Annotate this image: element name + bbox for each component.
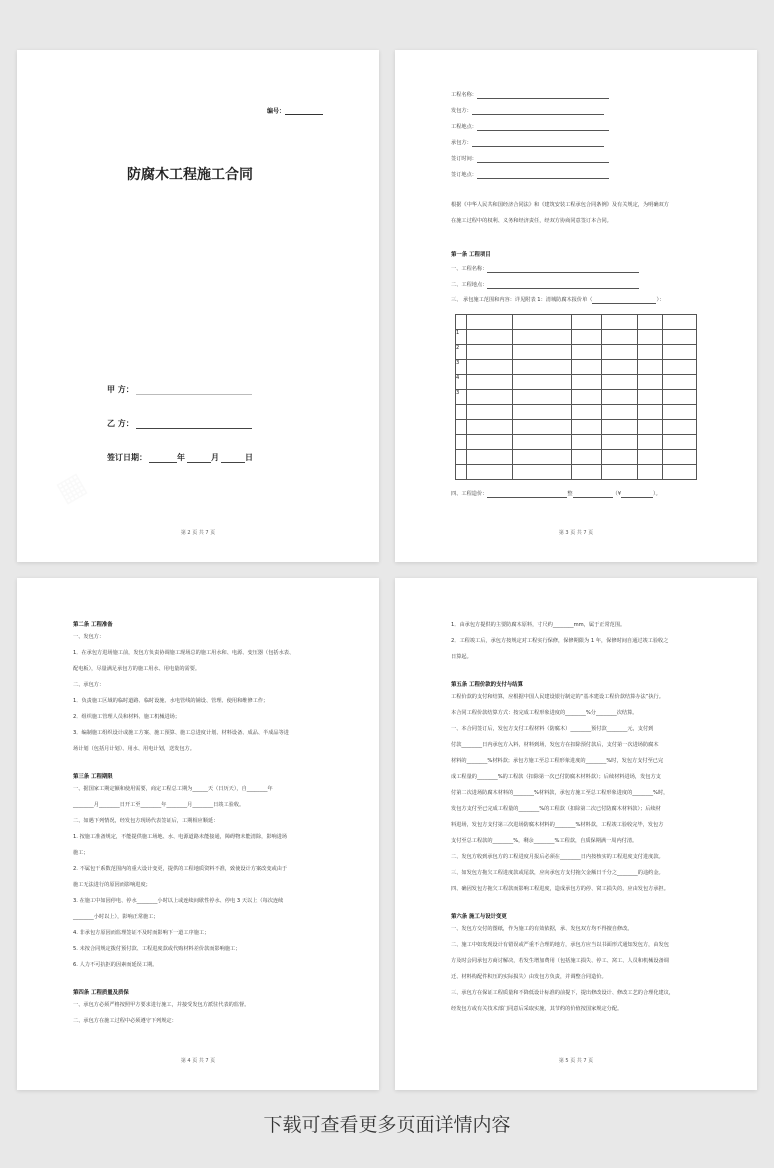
table-cell — [602, 465, 638, 480]
table-cell — [638, 465, 662, 480]
table-cell — [466, 420, 512, 435]
table-cell — [602, 390, 638, 405]
clause-line: 一、本合同签订后，发包方支付工程材料（防腐木）________预付款________元，支付到 — [451, 726, 654, 732]
table-row — [456, 390, 697, 405]
clause-line: 2. 不属包干系数范围内的重大设计变更，提供的工程地质资料不准，致使设计方案改变或由于 — [73, 866, 288, 872]
table-row — [456, 345, 697, 360]
header-field — [451, 124, 609, 131]
table-cell — [572, 360, 602, 375]
quotation-table — [455, 314, 697, 480]
clause-line: 3. 在施工中如因停电、停水________小时以上或连续间歇性停水、停电 3 天以上（每次连续 — [73, 898, 284, 904]
project-name-label: 一、工程名称： — [451, 266, 488, 272]
table-row — [456, 375, 697, 390]
clause-line: 工程价款的支付和结算，应根据中国人民建设银行制定的“基本建设工程价款结算办法”执行。 — [451, 694, 664, 700]
price-yuan-label: （¥ — [612, 491, 622, 497]
table-cell — [662, 330, 696, 345]
table-cell — [662, 435, 696, 450]
project-location-label: 二、工程地点： — [451, 282, 488, 288]
header-field-blank — [477, 156, 609, 163]
party-b-field — [107, 418, 252, 429]
header-field-label: 签订地点： — [451, 172, 477, 178]
clause-line: 一、据国家工期定额和使用需要，商定工程总工期为______天（日历天），自________年 — [73, 786, 273, 792]
table-cell — [466, 375, 512, 390]
table-cell — [602, 375, 638, 390]
header-field — [451, 140, 604, 147]
clause-line: 材料的________%材料款；承包方施工至总工程形象进度的________%时，发包方支付至已完 — [451, 758, 664, 764]
table-cell — [662, 465, 696, 480]
project-location-blank — [487, 282, 639, 289]
header-field-blank — [477, 92, 609, 99]
clause-line: 方及时会同承包方商讨解决，若发生增加费用（包括施工损失、停工、窝工、人员和机械设备调 — [451, 958, 669, 964]
header-field — [451, 172, 609, 179]
clause-line: 一、发包方交付的图纸，作为施工的有效依据，承、发包双方均不得擅自修改。 — [451, 926, 633, 932]
serial-label: 编号： — [266, 108, 285, 115]
table-cell — [466, 345, 512, 360]
table-cell — [602, 360, 638, 375]
table-cell — [602, 405, 638, 420]
table-row — [456, 405, 697, 420]
clause-line: 支付至总工程款的________%，剩余________%工程款，自质保期满一周内付清。 — [451, 838, 638, 844]
table-cell — [456, 420, 467, 435]
table-cell — [662, 375, 696, 390]
clause-line: 场计划（包括月计划）、用水、用电计划，送发包方。 — [73, 746, 195, 752]
table-cell — [572, 405, 602, 420]
party-a-label: 甲 方： — [107, 385, 134, 394]
page-number: 第 2 页 共 7 页 — [180, 530, 216, 536]
page-number: 第 3 页 共 7 页 — [558, 530, 594, 536]
day-label: 日 — [245, 453, 253, 462]
clause-line: 发包方支付至已完成工程量的________%的工程款（扣除第二次已付防腐木材料款）；后续材 — [451, 806, 661, 812]
header-field-label: 发包方： — [451, 108, 472, 114]
table-cell — [512, 465, 571, 480]
table-cell — [512, 360, 571, 375]
table-cell — [512, 405, 571, 420]
clause-line: 经发包方或有关技术部门同意后采取实施，其节约的价值按国家规定分配。 — [451, 1006, 623, 1012]
table-cell — [466, 330, 512, 345]
day-blank — [221, 453, 245, 463]
party-b-blank — [136, 419, 252, 429]
watermark — [50, 465, 92, 509]
clause-line: 三、承包方在保证工程质量和不降低设计标准的前提下，提出修改设计、修改工艺的合理化建议， — [451, 990, 675, 996]
project-name-field — [451, 266, 639, 273]
clause-line: 迁、材料构配件积压的实际损失）由发包方负责，并调整合同造价。 — [451, 974, 607, 980]
article-heading: 第三条 工程期限 — [73, 774, 113, 780]
table-cell — [512, 390, 571, 405]
table-cell — [638, 315, 662, 330]
serial-blank — [285, 107, 323, 115]
table-cell — [662, 390, 696, 405]
table-cell — [466, 435, 512, 450]
table-cell — [456, 405, 467, 420]
table-cell — [572, 315, 602, 330]
table-cell — [466, 465, 512, 480]
table-cell — [572, 450, 602, 465]
table-cell — [572, 435, 602, 450]
table-cell — [602, 450, 638, 465]
sign-date-label: 签订日期： — [107, 453, 147, 462]
clause-line: ________小时以上），影响正常施工； — [73, 914, 159, 920]
header-field-blank — [472, 108, 604, 115]
table-cell — [638, 405, 662, 420]
month-label: 月 — [211, 453, 219, 462]
article-heading: 第六条 施工与设计变更 — [451, 914, 507, 920]
table-row — [456, 360, 697, 375]
table-cell — [512, 420, 571, 435]
contract-page-2 — [395, 50, 757, 562]
sign-date-field — [107, 452, 253, 463]
table-cell — [512, 435, 571, 450]
clause-line: 二、如遇下列情况，经发包方现场代表签证后，工期相应顺延： — [73, 818, 219, 824]
intro-line-2: 在施工过程中的权利、义务和经济责任，经双方协商同意签订本合同。 — [451, 218, 612, 224]
table-cell — [638, 360, 662, 375]
table-cell — [456, 465, 467, 480]
header-field — [451, 108, 604, 115]
contract-title: 防腐木工程施工合同 — [127, 167, 253, 183]
clause-line: 配电板），尽量满足承包方的施工用水、用电量的需要。 — [73, 666, 201, 672]
header-field-label: 承包方： — [451, 140, 472, 146]
table-cell: 3 — [456, 390, 467, 405]
table-cell — [466, 405, 512, 420]
clause-line: 3．编制施工组织设计或施工方案、施工预算、施工总进度计划、材料设备、成品、半成品等进 — [73, 730, 289, 736]
year-label: 年 — [177, 453, 185, 462]
month-blank — [187, 453, 211, 463]
clause-line: 1．负责施工区域的临时道路、临时设施、水电管线的铺设、管理、使用和维修工作； — [73, 698, 269, 704]
download-caption: 下载可查看更多页面详情内容 — [263, 1114, 511, 1136]
table-cell — [662, 405, 696, 420]
clause-line: 四、确因发包方拖欠工程款而影响工程进度，造成承包方的停、窝工损失的，应由发包方承担。 — [451, 886, 669, 892]
contract-cover-page — [17, 50, 379, 562]
table-row — [456, 330, 697, 345]
price-whole-label: 整 — [567, 491, 573, 497]
table-cell: 1 — [456, 330, 467, 345]
table-cell — [638, 330, 662, 345]
scope-field — [451, 297, 664, 304]
table-cell — [572, 345, 602, 360]
clause-line: 1．由承包方提供的主要防腐木原料，寸尺约________mm，属于正常范围。 — [451, 622, 626, 628]
table-cell: 4 — [456, 375, 467, 390]
project-name-blank — [487, 266, 639, 273]
header-field-blank — [477, 172, 609, 179]
project-location-field — [451, 282, 639, 289]
clause-line: 成工程量的________%的工程款（扣除第一次已付防腐木材料款）；后续材料进场，发包方支 — [451, 774, 661, 780]
table-cell — [466, 360, 512, 375]
clause-line: ________月________日开工至________年________月________日竣工验收。 — [73, 802, 245, 808]
clause-line: 付款________日内承包方入料，材料到场，发包方在扣除预付款后，支付第一次进场防腐木 — [451, 742, 659, 748]
contract-page-4 — [17, 578, 379, 1090]
year-blank — [149, 453, 177, 463]
clause-line: 一、发包方： — [73, 634, 105, 640]
clause-line: 1. 按施工准备规定，不能提供施工场地、水、电源道路未能接通，障碍物未能清除，影响进场 — [73, 834, 288, 840]
clause-line: 二、发包方收到承包方的工程进度月报后必须在________日内按核实的工程进度支付进度款。 — [451, 854, 664, 860]
table-cell — [456, 315, 467, 330]
price-close: ）。 — [653, 491, 661, 497]
header-field-label: 工程名称： — [451, 92, 477, 98]
party-b-label: 乙 方： — [107, 419, 134, 428]
table-cell — [572, 465, 602, 480]
party-a-field — [107, 384, 252, 395]
table-row — [456, 450, 697, 465]
clause-line: 三、如发包方拖欠工程进度款或尾款，应向承包方支付拖欠金额日千分之________的违约金。 — [451, 870, 664, 876]
table-cell — [662, 420, 696, 435]
scope-end: ）： — [656, 297, 665, 303]
clause-line: 施工无法进行的原因而影响进度； — [73, 882, 151, 888]
contract-price-label: 四、工程造价： — [451, 491, 488, 497]
header-field — [451, 92, 609, 99]
table-cell — [638, 435, 662, 450]
table-cell: 3 — [456, 360, 467, 375]
header-field-blank — [472, 140, 604, 147]
table-cell — [466, 450, 512, 465]
table-cell — [662, 315, 696, 330]
price-words-blank — [487, 491, 567, 498]
clause-line: 二、施工中如发现设计有错误或严重不合理的地方，承包方应当以书面形式通知发包方，由发包 — [451, 942, 669, 948]
table-cell — [602, 435, 638, 450]
table-cell — [638, 420, 662, 435]
clause-line: 料进场，发包方支付第三次进场防腐木材料的________%材料款，工程竣工验收完毕，发包方 — [451, 822, 664, 828]
table-cell — [512, 330, 571, 345]
table-cell — [512, 345, 571, 360]
table-row — [456, 315, 697, 330]
table-cell — [602, 315, 638, 330]
scope-label: 三、 承包施工范围和内容：详见附表 1：清城防腐木报价单（ — [451, 297, 593, 303]
article-1-heading: 第一条 工程项目 — [451, 252, 491, 258]
table-cell — [572, 375, 602, 390]
table-cell — [572, 390, 602, 405]
header-field-blank — [477, 124, 609, 131]
party-a-blank — [136, 385, 252, 395]
article-heading: 第二条 工程准备 — [73, 622, 113, 628]
clause-line: 2．工程竣工后，承包方按规定对工程实行保修，保修期限为 1 年，保修时间自通过竣工验收之 — [451, 638, 669, 644]
clause-line: 2．组织施工管理人员和材料、施工机械进场； — [73, 714, 181, 720]
price-blank — [573, 491, 613, 498]
clause-line: 5. 未按合同规定拨付预付款、工程进度款或代购材料差价款而影响施工； — [73, 946, 241, 952]
intro-line-1: 根据《中华人民共和国经济合同法》和《建筑安装工程承包合同条例》及有关规定，为明确双方 — [451, 202, 669, 208]
price-number-blank — [621, 491, 653, 498]
clause-line: 1．在承包方进场施工前，发包方负责协调施工现场总的施工用水和、电源、变压器（包括水表、 — [73, 650, 295, 656]
table-cell — [456, 450, 467, 465]
clause-line: 施工； — [73, 850, 89, 856]
table-cell — [662, 450, 696, 465]
contract-price-field — [451, 491, 661, 498]
serial-number-field — [267, 106, 323, 115]
header-field-label: 签订时间： — [451, 156, 477, 162]
table-cell — [572, 330, 602, 345]
clause-line: 6. 人力不可抗拒的因素而延误工期。 — [73, 962, 158, 968]
table-cell — [602, 420, 638, 435]
table-cell — [466, 315, 512, 330]
clause-line: 付第二次进场防腐木材料的________%材料款，承包方施工至总工程形象进度的________%时， — [451, 790, 669, 796]
table-cell — [638, 345, 662, 360]
table-cell — [602, 345, 638, 360]
article-heading: 第五条 工程价款的支付与结算 — [451, 682, 523, 688]
page-number: 第 4 页 共 7 页 — [180, 1058, 216, 1064]
table-cell — [512, 315, 571, 330]
table-cell — [638, 450, 662, 465]
table-cell — [572, 420, 602, 435]
clause-line: 本合同工程价款结算方式：按完成工程形象进度的________%分________次结算。 — [451, 710, 638, 716]
table-cell — [602, 330, 638, 345]
table-cell — [638, 390, 662, 405]
header-field — [451, 156, 609, 163]
table-row — [456, 465, 697, 480]
table-row — [456, 435, 697, 450]
clause-line: 二、承包方： — [73, 682, 105, 688]
table-cell — [638, 375, 662, 390]
clause-line: 二、承包方在施工过程中必须遵守下列规定： — [73, 1018, 177, 1024]
clause-line: 一、承包方必须严格按照甲方要求进行施工，并接受发包方派驻代表的监督。 — [73, 1002, 250, 1008]
table-row — [456, 420, 697, 435]
table-cell — [466, 390, 512, 405]
header-field-label: 工程地点： — [451, 124, 477, 130]
article-heading: 第四条 工程质量及质保 — [73, 990, 129, 996]
scope-blank — [592, 297, 656, 304]
page-number: 第 5 页 共 7 页 — [558, 1058, 594, 1064]
table-cell — [512, 450, 571, 465]
table-cell — [456, 435, 467, 450]
clause-line: 日算起。 — [451, 654, 472, 660]
clause-line: 4. 非承包方原因而监理签证不及时而影响下一道工序施工； — [73, 930, 210, 936]
table-cell — [512, 375, 571, 390]
table-cell — [662, 360, 696, 375]
contract-page-5 — [395, 578, 757, 1090]
table-cell — [662, 345, 696, 360]
table-cell: 2 — [456, 345, 467, 360]
